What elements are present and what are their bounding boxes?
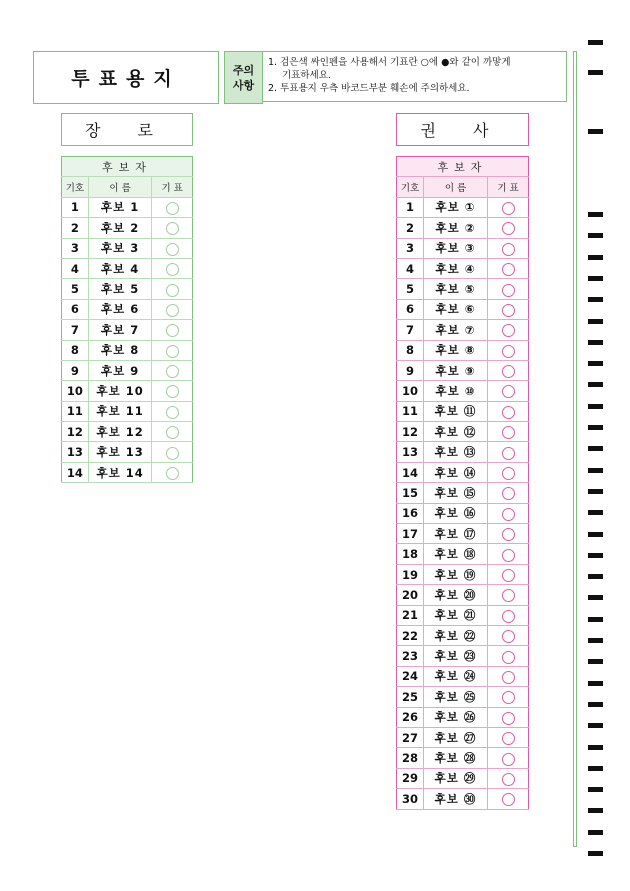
vote-mark-circle[interactable] xyxy=(166,447,179,460)
candidate-name: 후보 11 xyxy=(88,401,151,421)
candidate-name: 후보 1 xyxy=(88,197,151,217)
vote-mark-circle[interactable] xyxy=(502,406,515,419)
candidate-number: 30 xyxy=(397,789,424,809)
candidate-name: 후보 ⑩ xyxy=(424,381,488,401)
candidate-number: 9 xyxy=(62,360,89,380)
candidate-row xyxy=(397,544,529,564)
timing-mark xyxy=(588,40,603,45)
candidate-row xyxy=(62,401,193,421)
vote-mark-cell[interactable] xyxy=(488,544,529,564)
vote-mark-circle[interactable] xyxy=(166,426,179,439)
candidate-row xyxy=(62,238,193,258)
candidate-number: 3 xyxy=(62,238,89,258)
candidate-number: 2 xyxy=(62,218,89,238)
vote-mark-circle[interactable] xyxy=(502,732,515,745)
candidate-row xyxy=(62,197,193,217)
vote-mark-cell[interactable] xyxy=(152,197,193,217)
candidate-number: 18 xyxy=(397,544,424,564)
column-header-no: 기호 xyxy=(62,177,89,197)
candidate-name: 후보 14 xyxy=(88,462,151,482)
vote-mark-cell[interactable] xyxy=(152,360,193,380)
candidate-row xyxy=(397,483,529,503)
candidate-name: 후보 ① xyxy=(424,197,488,217)
candidate-name: 후보 ⑰ xyxy=(424,524,488,544)
candidate-name: 후보 5 xyxy=(88,279,151,299)
timing-mark xyxy=(588,404,603,409)
candidate-number: 6 xyxy=(62,299,89,319)
vote-mark-cell[interactable] xyxy=(488,299,529,319)
timing-mark xyxy=(588,851,603,856)
candidate-name: 후보 ㉘ xyxy=(424,748,488,768)
candidate-name: 후보 ㉕ xyxy=(424,687,488,707)
vote-mark-cell[interactable] xyxy=(152,258,193,278)
candidate-name: 후보 ㉖ xyxy=(424,707,488,727)
candidate-number: 17 xyxy=(397,524,424,544)
timing-mark xyxy=(588,255,603,260)
vote-mark-cell[interactable] xyxy=(152,218,193,238)
vote-mark-cell[interactable] xyxy=(488,238,529,258)
candidate-number: 4 xyxy=(397,258,424,278)
candidate-number: 7 xyxy=(397,320,424,340)
vote-mark-cell[interactable] xyxy=(488,401,529,421)
vote-mark-cell[interactable] xyxy=(152,340,193,360)
candidate-number: 6 xyxy=(397,299,424,319)
candidate-number: 22 xyxy=(397,625,424,645)
candidate-name: 후보 ⑥ xyxy=(424,299,488,319)
candidate-number: 16 xyxy=(397,503,424,523)
candidate-number: 7 xyxy=(62,320,89,340)
vote-mark-cell[interactable] xyxy=(488,422,529,442)
candidate-name: 후보 6 xyxy=(88,299,151,319)
candidate-row xyxy=(62,360,193,380)
candidate-number: 9 xyxy=(397,360,424,380)
vote-mark-circle[interactable] xyxy=(166,365,179,378)
vote-mark-cell[interactable] xyxy=(152,299,193,319)
vote-mark-circle[interactable] xyxy=(502,549,515,562)
candidate-row xyxy=(397,666,529,686)
candidate-row xyxy=(397,279,529,299)
candidate-name: 후보 10 xyxy=(88,381,151,401)
group-name-elder: 장 로 xyxy=(61,113,193,146)
timing-mark xyxy=(588,340,603,345)
vote-mark-cell[interactable] xyxy=(488,625,529,645)
vote-mark-circle[interactable] xyxy=(502,773,515,786)
candidate-number: 14 xyxy=(62,462,89,482)
candidate-number: 25 xyxy=(397,687,424,707)
candidate-row xyxy=(397,789,529,809)
candidate-name: 후보 2 xyxy=(88,218,151,238)
candidate-name: 후보 ⑳ xyxy=(424,585,488,605)
candidate-row xyxy=(397,646,529,666)
vote-mark-circle[interactable] xyxy=(502,324,515,337)
timing-mark xyxy=(588,617,603,622)
timing-mark xyxy=(588,638,603,643)
candidate-name: 후보 ⑤ xyxy=(424,279,488,299)
timing-mark xyxy=(588,297,603,302)
candidate-number: 19 xyxy=(397,564,424,584)
candidate-row xyxy=(397,768,529,788)
candidate-row xyxy=(62,340,193,360)
candidate-name: 후보 9 xyxy=(88,360,151,380)
candidate-number: 11 xyxy=(62,401,89,421)
candidate-name: 후보 ㉑ xyxy=(424,605,488,625)
candidate-number: 8 xyxy=(62,340,89,360)
candidate-row xyxy=(62,462,193,482)
vote-mark-circle[interactable] xyxy=(502,284,515,297)
candidate-row xyxy=(397,258,529,278)
vote-mark-circle[interactable] xyxy=(166,284,179,297)
timing-mark xyxy=(588,129,603,134)
notice-label-line2: 사항 xyxy=(232,78,255,92)
timing-mark xyxy=(588,723,603,728)
deaconess-group xyxy=(396,113,529,810)
vote-mark-cell[interactable] xyxy=(152,462,193,482)
candidate-number: 23 xyxy=(397,646,424,666)
vote-mark-cell[interactable] xyxy=(488,483,529,503)
candidate-name: 후보 ㉙ xyxy=(424,768,488,788)
notice-line-1: 1. 검은색 싸인펜을 사용해서 기표란 ○에 ●와 같이 까맣게 xyxy=(268,57,511,68)
vote-mark-circle[interactable] xyxy=(166,243,179,256)
candidate-name: 후보 ⑲ xyxy=(424,564,488,584)
vote-mark-cell[interactable] xyxy=(152,442,193,462)
candidate-row xyxy=(397,462,529,482)
vote-mark-circle[interactable] xyxy=(502,569,515,582)
candidate-row xyxy=(397,625,529,645)
candidate-row xyxy=(62,218,193,238)
vote-mark-cell[interactable] xyxy=(488,258,529,278)
vote-mark-cell[interactable] xyxy=(152,422,193,442)
candidate-name: 후보 13 xyxy=(88,442,151,462)
vote-mark-cell[interactable] xyxy=(488,360,529,380)
timing-mark xyxy=(588,808,603,813)
candidate-number: 4 xyxy=(62,258,89,278)
column-header-mark: 기 표 xyxy=(488,177,529,197)
vote-mark-circle[interactable] xyxy=(166,202,179,215)
candidate-row xyxy=(397,381,529,401)
candidate-row xyxy=(397,442,529,462)
vote-mark-cell[interactable] xyxy=(488,727,529,747)
candidate-name: 후보 ⑧ xyxy=(424,340,488,360)
candidate-number: 20 xyxy=(397,585,424,605)
candidate-number: 29 xyxy=(397,768,424,788)
timing-mark xyxy=(588,276,603,281)
vote-mark-cell[interactable] xyxy=(488,687,529,707)
timing-mark xyxy=(588,574,603,579)
vote-mark-circle[interactable] xyxy=(502,671,515,684)
candidate-name: 후보 12 xyxy=(88,422,151,442)
vote-mark-cell[interactable] xyxy=(152,238,193,258)
notice-line-2: 2. 투표용지 우측 바코드부분 훼손에 주의하세요. xyxy=(268,83,470,94)
candidate-number: 12 xyxy=(397,422,424,442)
vote-mark-circle[interactable] xyxy=(502,487,515,500)
candidate-number: 3 xyxy=(397,238,424,258)
notice-label xyxy=(224,51,263,104)
candidate-row xyxy=(397,218,529,238)
candidate-name: 후보 ③ xyxy=(424,238,488,258)
notice-label-line1: 주의 xyxy=(232,63,255,77)
vote-mark-circle[interactable] xyxy=(166,304,179,317)
candidate-number: 11 xyxy=(397,401,424,421)
candidate-name: 후보 ⑱ xyxy=(424,544,488,564)
candidate-name: 후보 8 xyxy=(88,340,151,360)
timing-mark xyxy=(588,553,603,558)
candidate-number: 27 xyxy=(397,727,424,747)
candidate-number: 1 xyxy=(397,197,424,217)
candidate-row xyxy=(62,381,193,401)
candidate-name: 후보 4 xyxy=(88,258,151,278)
candidate-name: 후보 ⑭ xyxy=(424,462,488,482)
column-header-name: 이 름 xyxy=(424,177,488,197)
candidate-number: 1 xyxy=(62,197,89,217)
candidate-number: 10 xyxy=(397,381,424,401)
vote-mark-cell[interactable] xyxy=(488,462,529,482)
candidate-row xyxy=(397,503,529,523)
timing-mark xyxy=(588,425,603,430)
vote-mark-cell[interactable] xyxy=(488,218,529,238)
candidate-name: 후보 ㉚ xyxy=(424,789,488,809)
vote-mark-cell[interactable] xyxy=(488,197,529,217)
vote-mark-circle[interactable] xyxy=(502,345,515,358)
vote-mark-cell[interactable] xyxy=(488,707,529,727)
timing-mark xyxy=(588,319,603,324)
vote-mark-circle[interactable] xyxy=(502,385,515,398)
vote-mark-cell[interactable] xyxy=(488,279,529,299)
candidate-number: 8 xyxy=(397,340,424,360)
vote-mark-circle[interactable] xyxy=(502,243,515,256)
candidate-name: 후보 ⑯ xyxy=(424,503,488,523)
candidate-row xyxy=(397,524,529,544)
vote-mark-circle[interactable] xyxy=(166,324,179,337)
vote-mark-circle[interactable] xyxy=(502,589,515,602)
candidate-name: 후보 ② xyxy=(424,218,488,238)
candidate-row xyxy=(397,605,529,625)
vote-mark-circle[interactable] xyxy=(502,263,515,276)
vote-mark-circle[interactable] xyxy=(502,304,515,317)
candidate-number: 13 xyxy=(62,442,89,462)
timing-mark xyxy=(588,212,603,217)
vote-mark-circle[interactable] xyxy=(502,222,515,235)
candidate-name: 후보 ㉔ xyxy=(424,666,488,686)
candidate-row xyxy=(62,320,193,340)
vote-mark-circle[interactable] xyxy=(502,610,515,623)
candidate-row xyxy=(397,422,529,442)
candidate-row xyxy=(62,258,193,278)
vote-mark-circle[interactable] xyxy=(502,365,515,378)
timing-mark xyxy=(588,468,603,473)
candidate-name: 후보 ④ xyxy=(424,258,488,278)
vote-mark-cell[interactable] xyxy=(152,381,193,401)
timing-mark xyxy=(588,532,603,537)
timing-mark xyxy=(588,70,603,75)
vote-mark-cell[interactable] xyxy=(488,320,529,340)
vote-mark-cell[interactable] xyxy=(152,401,193,421)
candidate-name: 후보 ⑮ xyxy=(424,483,488,503)
vote-mark-cell[interactable] xyxy=(488,646,529,666)
vote-mark-cell[interactable] xyxy=(488,748,529,768)
vote-mark-cell[interactable] xyxy=(488,564,529,584)
candidate-name: 후보 ⑫ xyxy=(424,422,488,442)
timing-mark xyxy=(588,361,603,366)
vote-mark-cell[interactable] xyxy=(488,666,529,686)
candidate-name: 후보 7 xyxy=(88,320,151,340)
candidate-row xyxy=(397,748,529,768)
timing-mark xyxy=(588,510,603,515)
timing-mark xyxy=(588,830,603,835)
vote-mark-circle[interactable] xyxy=(502,793,515,806)
elder-group xyxy=(61,113,193,483)
vote-mark-circle[interactable] xyxy=(502,202,515,215)
candidate-number: 24 xyxy=(397,666,424,686)
candidate-number: 13 xyxy=(397,442,424,462)
candidate-row xyxy=(62,442,193,462)
column-header-name: 이 름 xyxy=(88,177,151,197)
candidate-row xyxy=(397,707,529,727)
elder-candidate-table xyxy=(61,156,193,483)
candidate-name: 후보 ⑬ xyxy=(424,442,488,462)
barcode-border-line xyxy=(573,51,577,847)
vote-mark-circle[interactable] xyxy=(502,508,515,521)
candidate-row xyxy=(397,238,529,258)
vote-mark-cell[interactable] xyxy=(488,585,529,605)
vote-mark-cell[interactable] xyxy=(488,768,529,788)
candidate-row xyxy=(397,687,529,707)
candidate-row xyxy=(62,279,193,299)
candidate-row xyxy=(397,360,529,380)
vote-mark-cell[interactable] xyxy=(488,605,529,625)
candidate-row xyxy=(397,299,529,319)
deaconess-candidate-table xyxy=(396,156,529,810)
vote-mark-circle[interactable] xyxy=(166,345,179,358)
ballot-title: 투표용지 xyxy=(33,51,219,104)
vote-mark-cell[interactable] xyxy=(152,320,193,340)
vote-mark-circle[interactable] xyxy=(166,263,179,276)
candidate-name: 후보 ⑪ xyxy=(424,401,488,421)
candidate-header: 후보자 xyxy=(397,157,529,177)
candidate-number: 5 xyxy=(62,279,89,299)
vote-mark-cell[interactable] xyxy=(152,279,193,299)
candidate-number: 28 xyxy=(397,748,424,768)
candidate-number: 14 xyxy=(397,462,424,482)
candidate-number: 21 xyxy=(397,605,424,625)
candidate-header: 후보자 xyxy=(62,157,193,177)
vote-mark-circle[interactable] xyxy=(166,467,179,480)
vote-mark-circle[interactable] xyxy=(166,406,179,419)
vote-mark-circle[interactable] xyxy=(502,447,515,460)
vote-mark-circle[interactable] xyxy=(502,426,515,439)
vote-mark-cell[interactable] xyxy=(488,524,529,544)
candidate-row xyxy=(397,727,529,747)
vote-mark-circle[interactable] xyxy=(166,222,179,235)
candidate-number: 15 xyxy=(397,483,424,503)
timing-mark xyxy=(588,489,603,494)
candidate-number: 10 xyxy=(62,381,89,401)
vote-mark-circle[interactable] xyxy=(502,528,515,541)
column-header-no: 기호 xyxy=(397,177,424,197)
candidate-row xyxy=(62,299,193,319)
timing-mark xyxy=(588,446,603,451)
vote-mark-circle[interactable] xyxy=(502,691,515,704)
candidate-row xyxy=(397,320,529,340)
vote-mark-cell[interactable] xyxy=(488,789,529,809)
candidate-name: 후보 ㉓ xyxy=(424,646,488,666)
vote-mark-cell[interactable] xyxy=(488,503,529,523)
timing-mark xyxy=(588,595,603,600)
notice-line-1b: 기표하세요. xyxy=(282,70,331,81)
timing-mark xyxy=(588,787,603,792)
column-header-mark: 기 표 xyxy=(152,177,193,197)
timing-mark xyxy=(588,233,603,238)
vote-mark-cell[interactable] xyxy=(488,442,529,462)
vote-mark-circle[interactable] xyxy=(166,385,179,398)
vote-mark-circle[interactable] xyxy=(502,467,515,480)
timing-mark xyxy=(588,702,603,707)
candidate-number: 5 xyxy=(397,279,424,299)
vote-mark-cell[interactable] xyxy=(488,381,529,401)
timing-mark xyxy=(588,659,603,664)
candidate-row xyxy=(397,564,529,584)
candidate-name: 후보 ⑨ xyxy=(424,360,488,380)
candidate-name: 후보 3 xyxy=(88,238,151,258)
vote-mark-circle[interactable] xyxy=(502,630,515,643)
timing-mark xyxy=(588,766,603,771)
candidate-row xyxy=(397,585,529,605)
notice-text xyxy=(262,51,567,102)
candidate-name: 후보 ㉒ xyxy=(424,625,488,645)
group-name-deaconess: 권 사 xyxy=(396,113,529,146)
vote-mark-circle[interactable] xyxy=(502,712,515,725)
candidate-row xyxy=(62,422,193,442)
candidate-number: 12 xyxy=(62,422,89,442)
candidate-number: 2 xyxy=(397,218,424,238)
timing-mark xyxy=(588,681,603,686)
candidate-row xyxy=(397,401,529,421)
timing-mark xyxy=(588,745,603,750)
vote-mark-circle[interactable] xyxy=(502,651,515,664)
candidate-name: 후보 ㉗ xyxy=(424,727,488,747)
candidate-name: 후보 ⑦ xyxy=(424,320,488,340)
vote-mark-cell[interactable] xyxy=(488,340,529,360)
candidate-number: 26 xyxy=(397,707,424,727)
candidate-row xyxy=(397,197,529,217)
timing-mark xyxy=(588,382,603,387)
vote-mark-circle[interactable] xyxy=(502,753,515,766)
candidate-row xyxy=(397,340,529,360)
